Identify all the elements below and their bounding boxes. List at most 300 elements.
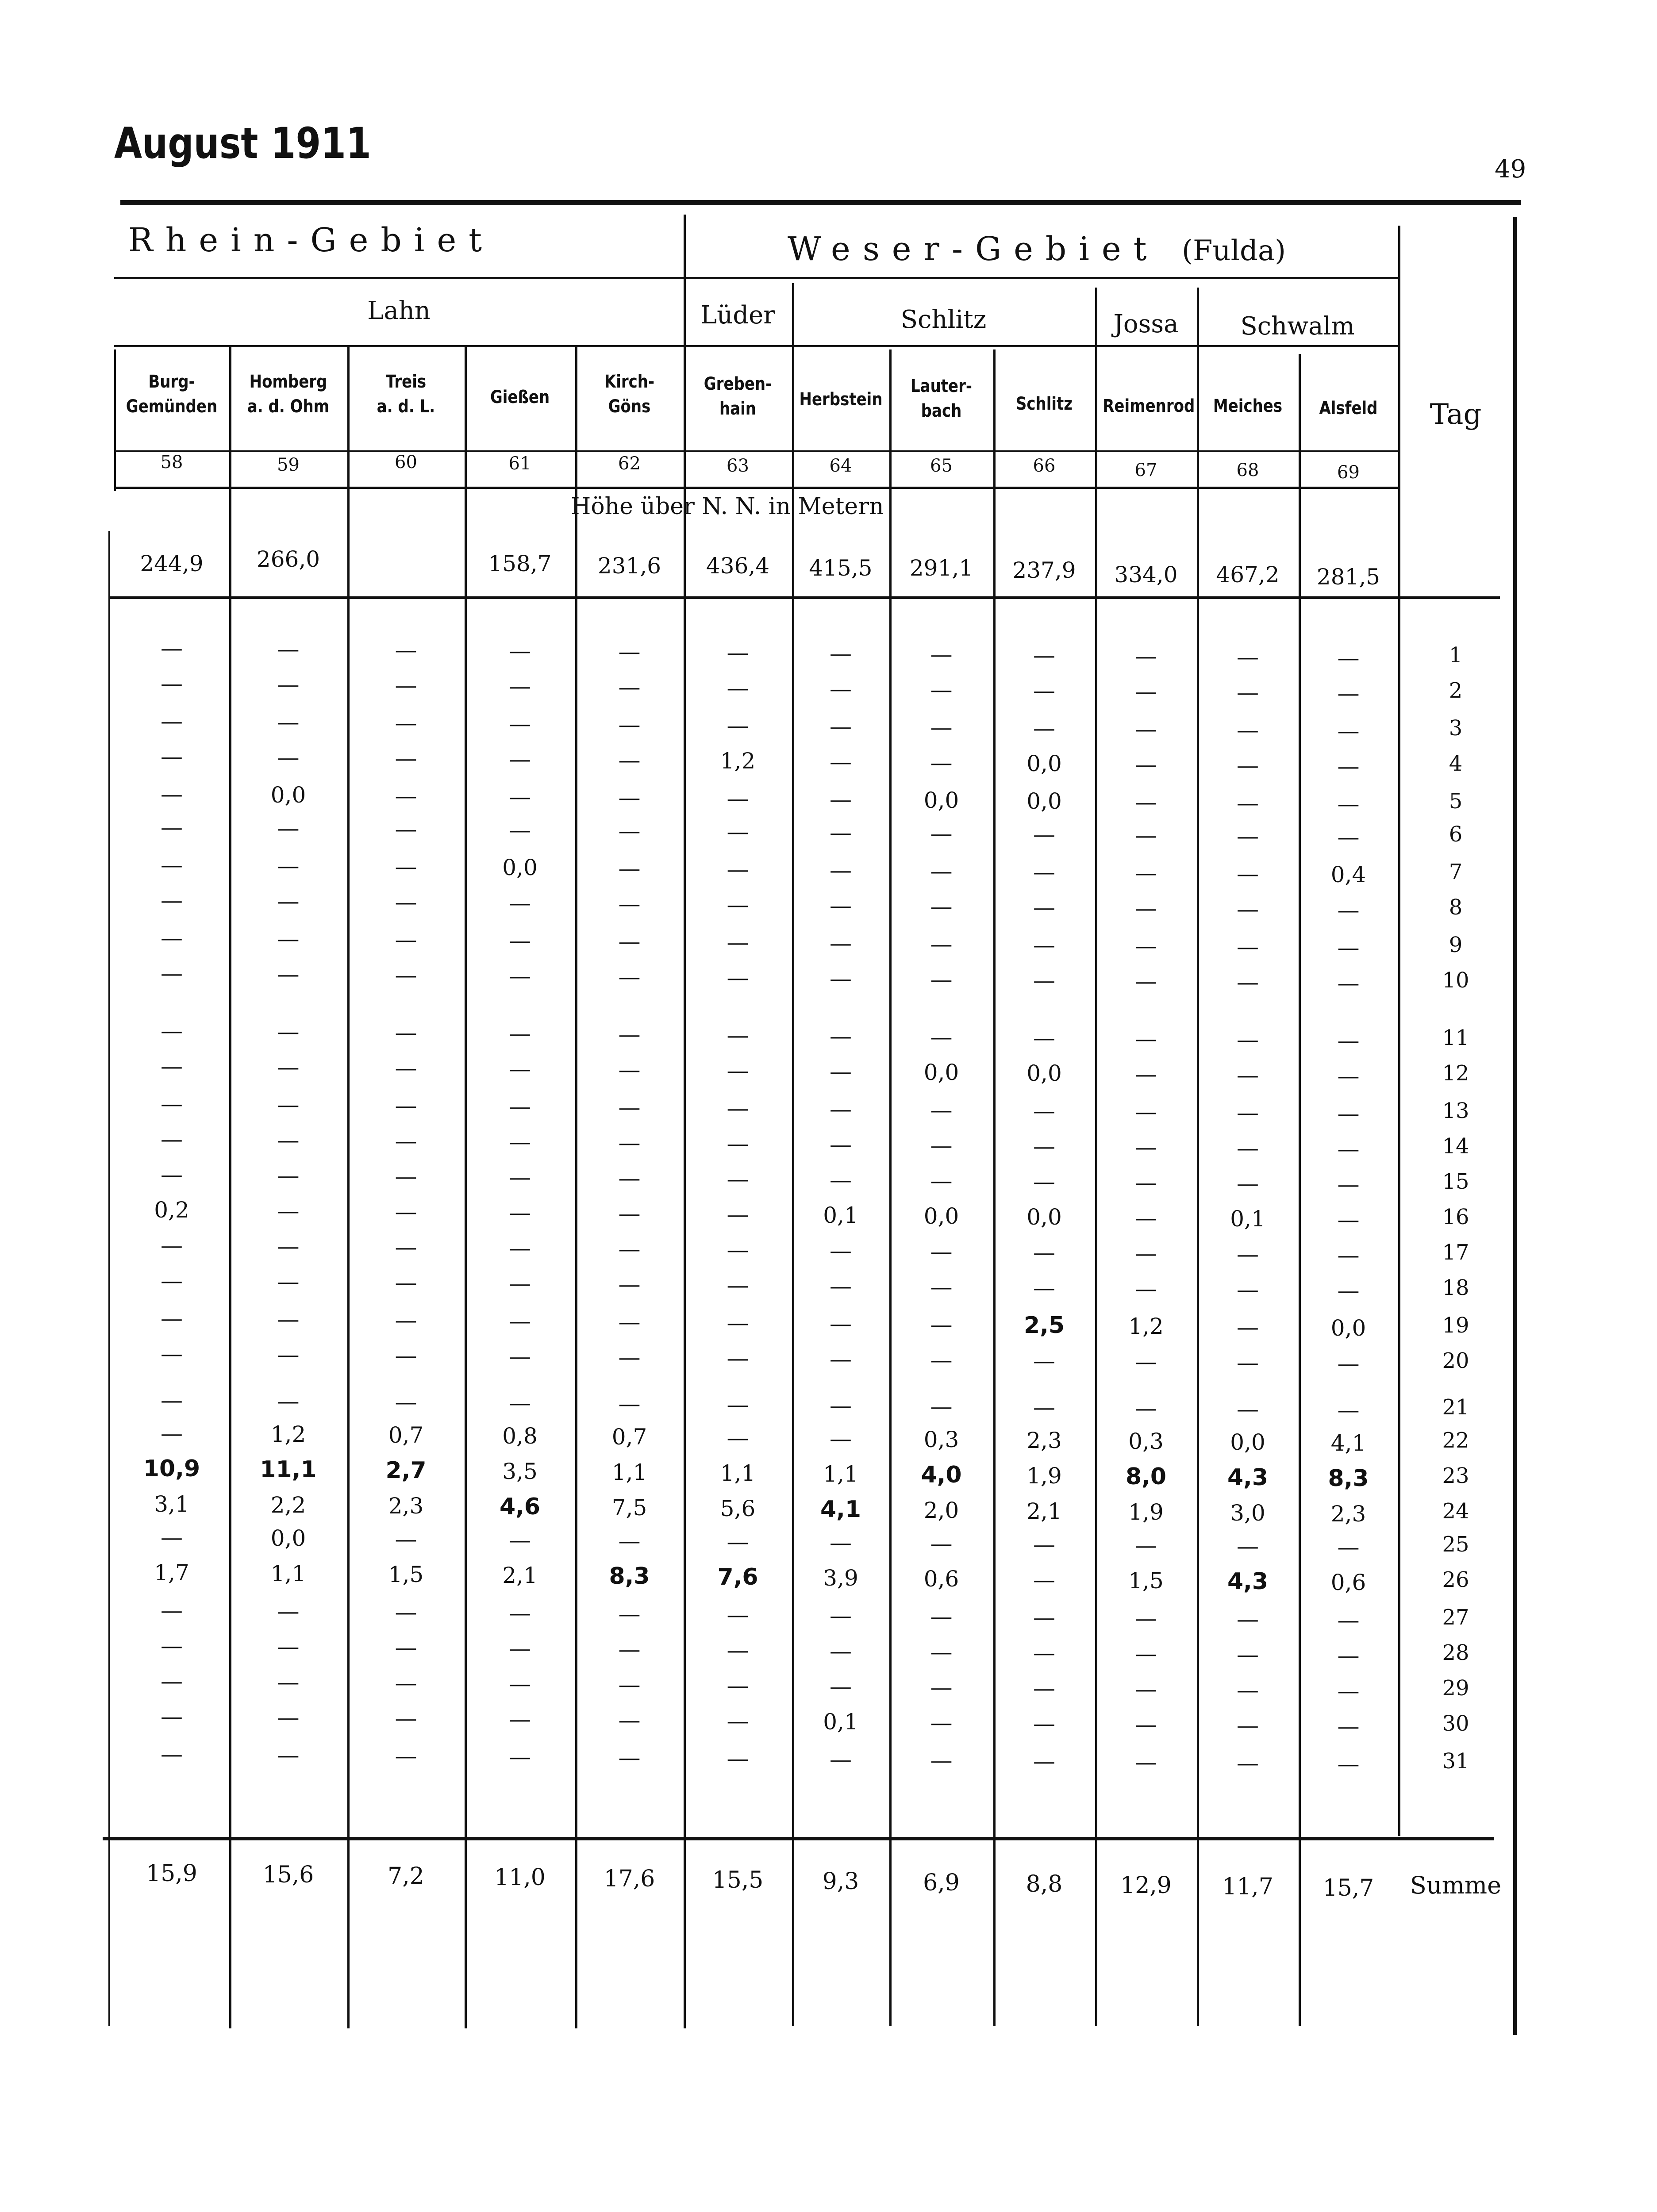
day-number: 15 — [1442, 1169, 1469, 1194]
data-cell: — — [830, 1167, 852, 1193]
top-rule — [120, 200, 1521, 205]
data-cell: 2,1 — [502, 1563, 538, 1588]
river-jossa: Jossa — [1113, 310, 1179, 338]
data-cell: — — [1033, 1025, 1055, 1051]
data-cell: — — [1337, 1643, 1360, 1668]
station-name: Gießen — [490, 387, 550, 407]
station-number: 64 — [829, 456, 852, 476]
data-cell: — — [509, 711, 531, 737]
day-number: 11 — [1442, 1025, 1469, 1050]
data-cell: 1,5 — [1128, 1568, 1164, 1594]
data-cell: — — [830, 966, 852, 991]
sum-cell: 17,6 — [604, 1866, 655, 1892]
station-altitude: 237,9 — [1012, 557, 1076, 583]
data-cell: — — [618, 818, 641, 844]
day-number: 22 — [1442, 1428, 1469, 1453]
data-cell: — — [1033, 678, 1055, 703]
data-cell: 11,1 — [260, 1456, 317, 1483]
data-cell: — — [509, 1235, 531, 1261]
data-cell: — — [1237, 1677, 1259, 1703]
data-cell: — — [618, 1057, 641, 1083]
left-border-lower — [108, 531, 110, 2026]
data-cell: 0,2 — [154, 1197, 189, 1223]
data-cell: — — [1237, 1277, 1259, 1302]
data-cell: — — [727, 1673, 749, 1698]
data-cell: — — [509, 673, 531, 699]
data-cell: — — [930, 641, 953, 667]
data-cell: — — [1337, 1397, 1360, 1423]
data-cell: — — [830, 1674, 852, 1699]
data-cell: — — [161, 1341, 183, 1367]
data-cell: — — [830, 820, 852, 845]
data-cell: 2,2 — [270, 1492, 306, 1518]
day-number: 5 — [1449, 789, 1463, 814]
data-cell: — — [395, 745, 417, 771]
data-cell: — — [509, 1744, 531, 1770]
station-number: 59 — [277, 455, 300, 475]
data-cell: — — [930, 1674, 953, 1700]
data-cell: 3,1 — [154, 1491, 189, 1517]
day-number: 25 — [1442, 1532, 1469, 1557]
day-number: 27 — [1442, 1605, 1469, 1630]
data-cell: — — [277, 1388, 300, 1414]
data-cell: 1,1 — [270, 1561, 306, 1586]
data-cell: — — [161, 1126, 183, 1152]
page-number: 49 — [1495, 155, 1526, 184]
data-cell: — — [509, 1390, 531, 1416]
data-cell: — — [277, 672, 300, 697]
station-altitude: 467,2 — [1216, 562, 1280, 588]
data-cell: — — [618, 1745, 641, 1770]
day-number: 1 — [1449, 643, 1463, 668]
data-cell: 0,3 — [1128, 1429, 1164, 1454]
station-number: 63 — [727, 456, 749, 476]
day-number: 7 — [1449, 860, 1463, 884]
data-cell: — — [1135, 1276, 1157, 1302]
station-altitude: 291,1 — [909, 555, 973, 581]
data-cell: 2,0 — [923, 1498, 959, 1523]
data-cell: — — [1135, 1532, 1157, 1558]
data-cell: 0,8 — [502, 1423, 538, 1449]
data-cell: — — [161, 814, 183, 840]
station-name: Lauter- bach — [910, 376, 973, 421]
data-cell: — — [509, 1056, 531, 1082]
data-cell: — — [1237, 1241, 1259, 1267]
data-cell: 0,7 — [388, 1422, 424, 1448]
day-number: 14 — [1442, 1134, 1469, 1159]
data-cell: — — [930, 1710, 953, 1736]
data-cell: — — [161, 1233, 183, 1258]
day-number: 9 — [1449, 933, 1463, 957]
data-cell: — — [727, 675, 749, 701]
sum-cell: 8,8 — [1026, 1871, 1063, 1897]
data-cell: 0,6 — [923, 1566, 959, 1592]
data-cell: — — [930, 750, 953, 776]
data-cell: — — [395, 962, 417, 988]
day-number: 8 — [1449, 895, 1463, 920]
station-name: Treis a. d. L. — [377, 372, 435, 417]
data-cell: — — [830, 893, 852, 918]
data-cell: 2,5 — [1023, 1312, 1065, 1339]
data-cell: — — [509, 1706, 531, 1732]
data-cell: — — [930, 1168, 953, 1194]
data-cell: — — [830, 857, 852, 883]
day-number: 17 — [1442, 1240, 1469, 1265]
data-cell: — — [277, 888, 300, 914]
data-cell: — — [1237, 753, 1259, 778]
data-cell: — — [930, 1639, 953, 1665]
data-cell: — — [161, 1525, 183, 1550]
region-rule — [114, 277, 1399, 279]
data-cell: — — [1337, 1607, 1360, 1633]
data-cell: — — [1237, 1171, 1259, 1196]
data-cell: — — [618, 1528, 641, 1554]
data-cell: — — [618, 1236, 641, 1262]
data-cell: — — [1237, 1135, 1259, 1161]
data-cell: — — [509, 1164, 531, 1190]
data-cell: — — [1033, 822, 1055, 847]
data-cell: — — [509, 746, 531, 772]
data-cell: — — [618, 964, 641, 990]
data-cell: — — [930, 1394, 953, 1419]
data-cell: — — [1337, 1136, 1360, 1162]
data-cell: — — [930, 1097, 953, 1123]
data-cell: — — [830, 1023, 852, 1049]
data-cell: — — [395, 1343, 417, 1368]
data-cell: 1,1 — [720, 1460, 756, 1486]
data-cell: — — [1237, 1606, 1259, 1632]
data-cell: — — [1135, 789, 1157, 815]
data-cell: — — [395, 1526, 417, 1552]
data-cell: 4,1 — [820, 1496, 861, 1523]
data-cell: — — [618, 1309, 641, 1335]
data-cell: — — [830, 1638, 852, 1664]
station-number: 66 — [1033, 456, 1056, 476]
data-cell: — — [1135, 1641, 1157, 1667]
data-cell: — — [161, 1704, 183, 1729]
data-cell: — — [395, 889, 417, 915]
data-cell: — — [395, 1389, 417, 1415]
data-cell: — — [1135, 1749, 1157, 1775]
data-cell: — — [1135, 822, 1157, 848]
data-cell: — — [161, 925, 183, 951]
river-rule — [114, 345, 1399, 347]
data-cell: — — [618, 1672, 641, 1697]
data-cell: — — [727, 1392, 749, 1417]
data-cell: 4,3 — [1227, 1568, 1269, 1595]
data-cell: — — [395, 816, 417, 842]
data-cell: 0,0 — [502, 855, 538, 880]
data-cell: — — [1033, 1133, 1055, 1159]
day-number: 19 — [1442, 1313, 1469, 1338]
data-cell: 8,3 — [609, 1563, 650, 1590]
day-number: 3 — [1449, 716, 1463, 741]
data-cell: — — [1135, 1349, 1157, 1375]
data-cell: — — [727, 1058, 749, 1083]
station-name: Kirch- Göns — [604, 372, 655, 417]
data-cell: — — [727, 1529, 749, 1555]
data-cell: — — [1135, 1240, 1157, 1266]
data-cell: — — [277, 926, 300, 952]
data-cell: — — [830, 1238, 852, 1263]
sum-cell: 12,9 — [1120, 1872, 1172, 1899]
river-schwalm: Schwalm — [1240, 312, 1355, 341]
data-top-rule — [108, 596, 1500, 599]
data-cell: — — [1237, 823, 1259, 849]
data-cell: — — [161, 1633, 183, 1659]
region-rhein: Rhein-Gebiet — [128, 221, 494, 259]
data-cell: — — [1135, 860, 1157, 886]
day-number: 26 — [1442, 1567, 1469, 1592]
data-cell: — — [618, 674, 641, 700]
data-cell: — — [1033, 1675, 1055, 1701]
station-name: Schlitz — [1015, 394, 1073, 414]
data-cell: — — [930, 967, 953, 992]
data-cell: — — [277, 636, 300, 662]
data-cell: — — [727, 1425, 749, 1451]
data-cell: — — [395, 1743, 417, 1769]
data-cell: — — [727, 786, 749, 811]
station-name: Herbstein — [799, 389, 883, 410]
data-cell: — — [395, 1670, 417, 1696]
data-cell: — — [618, 785, 641, 810]
data-cell: — — [1237, 1027, 1259, 1052]
sum-cell: 15,6 — [262, 1862, 314, 1888]
data-cell: — — [830, 1273, 852, 1299]
data-cell: — — [277, 961, 300, 987]
data-cell: — — [830, 1747, 852, 1772]
data-cell: — — [1337, 791, 1360, 817]
data-cell: — — [1135, 1099, 1157, 1125]
data-cell: — — [1337, 1713, 1360, 1739]
data-cell: 0,1 — [1230, 1206, 1265, 1232]
data-cell: — — [1237, 1350, 1259, 1375]
data-cell: — — [1237, 1314, 1259, 1340]
day-number: 18 — [1442, 1275, 1469, 1300]
data-cell: — — [509, 1344, 531, 1369]
data-cell: 0,0 — [1026, 1060, 1062, 1086]
data-cell: — — [727, 1095, 749, 1121]
data-cell: — — [1033, 859, 1055, 885]
station-name: Meiches — [1213, 396, 1283, 416]
data-cell: — — [1135, 716, 1157, 742]
data-cell: — — [618, 1707, 641, 1733]
data-cell: — — [1135, 1395, 1157, 1421]
data-cell: — — [930, 1239, 953, 1264]
day-number: 28 — [1442, 1640, 1469, 1665]
sum-cell: 9,3 — [822, 1868, 859, 1895]
data-cell: — — [727, 1272, 749, 1298]
sum-cell: 11,0 — [494, 1864, 546, 1891]
data-cell: 2,1 — [1026, 1498, 1062, 1524]
data-cell: — — [509, 1527, 531, 1553]
station-name: Burg- Gemünden — [126, 372, 218, 417]
data-cell: — — [1337, 1242, 1360, 1268]
data-cell: 0,0 — [1330, 1315, 1366, 1341]
data-cell: — — [830, 749, 852, 775]
data-cell: — — [1337, 718, 1360, 744]
data-cell: — — [161, 1387, 183, 1413]
data-cell: — — [395, 1164, 417, 1189]
data-cell: — — [395, 1055, 417, 1081]
data-cell: — — [395, 1199, 417, 1225]
data-cell: — — [395, 1128, 417, 1154]
data-cell: — — [830, 1346, 852, 1372]
station-altitude: 415,5 — [809, 555, 873, 581]
region-weser-sub: (Fulda) — [1181, 234, 1286, 267]
data-cell: — — [830, 1096, 852, 1122]
data-cell: — — [1337, 680, 1360, 706]
data-cell: — — [727, 1345, 749, 1371]
data-cell: — — [277, 1092, 300, 1118]
data-cell: — — [830, 1132, 852, 1157]
data-cell: — — [830, 676, 852, 702]
data-cell: — — [277, 1742, 300, 1768]
day-number: 13 — [1442, 1098, 1469, 1123]
data-cell: — — [1337, 753, 1360, 779]
data-cell: — — [930, 1024, 953, 1050]
day-number: 30 — [1442, 1711, 1469, 1736]
data-cell: 0,7 — [611, 1424, 647, 1450]
data-cell: — — [509, 928, 531, 953]
data-cell: 1,1 — [823, 1461, 858, 1487]
station-number: 69 — [1337, 462, 1360, 483]
summe-label: Summe — [1410, 1871, 1502, 1899]
data-cell: — — [930, 1133, 953, 1158]
data-cell: 1,5 — [388, 1562, 424, 1587]
data-cell: 1,9 — [1026, 1463, 1062, 1489]
station-number: 58 — [160, 452, 183, 472]
data-cell: — — [277, 1054, 300, 1080]
data-cell: — — [1337, 1278, 1360, 1303]
data-cell: 1,2 — [720, 748, 756, 774]
station-number: 67 — [1134, 460, 1157, 480]
data-cell: — — [727, 819, 749, 845]
data-cell: — — [509, 963, 531, 989]
page-title: August 1911 — [114, 119, 371, 168]
data-cell: — — [1337, 1101, 1360, 1126]
data-cell: — — [161, 887, 183, 913]
station-name: Reimenrod — [1103, 396, 1195, 416]
data-cell: — — [1135, 895, 1157, 921]
data-cell: — — [161, 852, 183, 878]
data-cell: 0,0 — [1230, 1429, 1265, 1455]
data-cell: 0,3 — [923, 1427, 959, 1452]
data-cell: — — [1337, 1171, 1360, 1197]
data-cell: — — [161, 781, 183, 807]
station-altitude: 244,9 — [140, 551, 204, 576]
data-cell: 8,0 — [1125, 1463, 1167, 1490]
data-cell: — — [161, 744, 183, 769]
data-cell: — — [161, 1053, 183, 1079]
data-cell: — — [1033, 1169, 1055, 1194]
data-cell: — — [1033, 642, 1055, 668]
data-cell: — — [1337, 897, 1360, 923]
data-cell: — — [830, 1603, 852, 1628]
data-cell: — — [1033, 932, 1055, 958]
data-cell: — — [1033, 1275, 1055, 1301]
data-cell: — — [509, 1671, 531, 1697]
data-cell: 3,9 — [823, 1565, 858, 1591]
data-cell: — — [618, 1022, 641, 1047]
data-cell: — — [395, 672, 417, 698]
data-cell: — — [1237, 969, 1259, 995]
data-cell: — — [509, 1600, 531, 1626]
sum-cell: 15,5 — [712, 1867, 764, 1893]
data-cell: — — [161, 960, 183, 986]
data-cell: — — [930, 858, 953, 884]
data-cell: — — [395, 637, 417, 663]
data-cell: — — [161, 1091, 183, 1117]
data-cell: — — [727, 1131, 749, 1156]
data-cell: — — [930, 1604, 953, 1629]
data-cell: — — [1135, 643, 1157, 669]
data-cell: — — [1033, 1098, 1055, 1124]
data-cell: — — [161, 1162, 183, 1187]
data-cell: — — [1135, 1712, 1157, 1737]
region-weser — [788, 230, 1286, 268]
data-cell: — — [277, 1634, 300, 1659]
data-cell: — — [1337, 1751, 1360, 1777]
data-cell: — — [930, 714, 953, 740]
data-cell: 5,6 — [720, 1496, 756, 1521]
data-cell: 1,2 — [1128, 1313, 1164, 1339]
data-cell: — — [277, 745, 300, 770]
data-cell: — — [395, 1307, 417, 1333]
data-cell: — — [509, 1021, 531, 1046]
data-cell: — — [727, 1746, 749, 1771]
outer-right-border — [1513, 217, 1517, 2035]
data-cell: — — [1033, 1240, 1055, 1265]
data-cell: — — [161, 1306, 183, 1331]
data-cell: — — [1033, 968, 1055, 993]
data-cell: 2,7 — [385, 1457, 427, 1484]
data-cell: — — [277, 1342, 300, 1367]
day-number: 10 — [1442, 968, 1469, 993]
station-altitude: 266,0 — [256, 546, 320, 572]
data-cell: 1,7 — [154, 1560, 189, 1586]
altitude-label: Höhe über N. N. in Metern — [571, 493, 884, 520]
data-cell: — — [161, 1421, 183, 1446]
data-cell: 0,0 — [270, 782, 306, 808]
data-cell: — — [161, 1668, 183, 1694]
data-cell: — — [395, 710, 417, 736]
day-number: 4 — [1449, 751, 1463, 776]
data-cell: — — [161, 1268, 183, 1294]
data-cell: — — [930, 821, 953, 846]
river-lueder: Lüder — [700, 301, 775, 330]
data-cell: — — [1237, 1396, 1259, 1422]
data-cell: 0,1 — [823, 1202, 858, 1228]
data-cell: — — [618, 1344, 641, 1370]
data-cell: — — [395, 1599, 417, 1625]
data-cell: — — [727, 640, 749, 665]
data-cell: — — [830, 1426, 852, 1452]
data-cell: — — [277, 1127, 300, 1153]
data-cell: — — [395, 783, 417, 809]
tag-label: Tag — [1430, 398, 1482, 431]
data-cell: — — [509, 890, 531, 916]
data-cell: — — [395, 927, 417, 952]
data-cell: — — [930, 677, 953, 703]
data-cell: — — [395, 1270, 417, 1295]
data-cell: — — [1237, 1100, 1259, 1125]
data-cell: — — [1237, 1533, 1259, 1559]
data-cell: 4,1 — [1330, 1430, 1366, 1456]
data-cell: — — [395, 1234, 417, 1260]
data-cell: — — [1135, 1676, 1157, 1702]
data-cell: — — [727, 1237, 749, 1263]
